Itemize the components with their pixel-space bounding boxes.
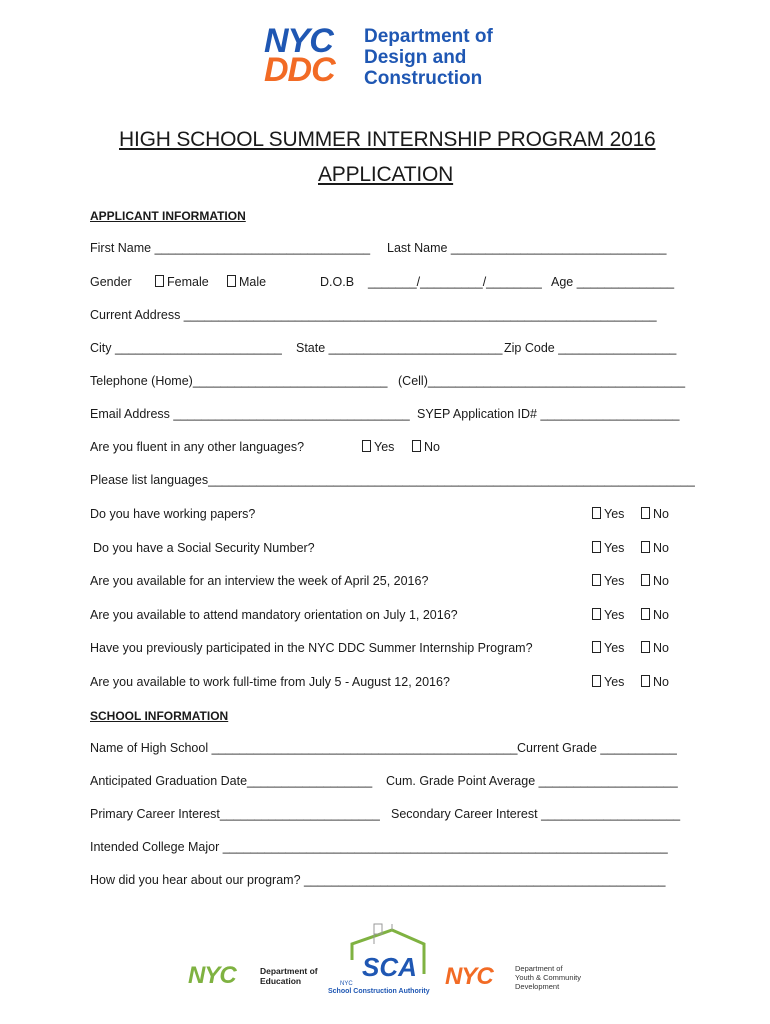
cell-phone-field[interactable]: (Cell)_____________________________________ (398, 374, 686, 388)
school-section-heading: SCHOOL INFORMATION (90, 709, 229, 723)
dept-line-3: Construction (364, 68, 483, 89)
question-yes-option[interactable] (592, 641, 624, 656)
fluent-yes-option[interactable] (362, 440, 394, 455)
no-label: No (653, 574, 669, 588)
no-label: No (424, 440, 440, 454)
email-field[interactable]: Email Address __________________________________ (90, 407, 410, 421)
checkbox-icon[interactable] (641, 608, 650, 620)
yes-label: Yes (604, 608, 625, 622)
gender-female-option[interactable] (155, 275, 209, 290)
sca-nyc-small: NYC (340, 981, 353, 987)
question-text: Are you available to work full-time from July 5 - August 12, 2016? (90, 675, 450, 689)
question-yes-option[interactable] (592, 541, 624, 556)
dycd-nyc-text: NYC (445, 963, 493, 990)
age-field[interactable]: Age ______________ (551, 275, 675, 289)
yes-label: Yes (604, 541, 625, 555)
question-yes-option[interactable] (592, 675, 624, 690)
question-no-option[interactable] (641, 574, 669, 589)
yes-label: Yes (604, 507, 625, 521)
address-field[interactable]: Current Address ____________________________________________________________________ (90, 308, 657, 322)
checkbox-icon[interactable] (641, 641, 650, 653)
doe-logo (188, 962, 328, 996)
sca-subtitle: School Construction Authority (328, 988, 430, 995)
checkbox-icon[interactable] (592, 507, 601, 519)
high-school-field[interactable]: Name of High School ____________________________________________ (90, 741, 518, 755)
city-field[interactable]: City ________________________ (90, 341, 282, 355)
checkbox-icon[interactable] (412, 440, 421, 452)
no-label: No (653, 507, 669, 521)
question-no-option[interactable] (641, 541, 669, 556)
dept-line-1: Department of (364, 26, 493, 47)
checkbox-icon[interactable] (641, 675, 650, 687)
checkbox-icon[interactable] (592, 541, 601, 553)
nyc-logo-text: NYC (264, 22, 333, 60)
doe-nyc-text: NYC (188, 962, 236, 989)
referral-source-field[interactable]: How did you hear about our program? ____________________________________________________ (90, 873, 666, 887)
gpa-field[interactable]: Cum. Grade Point Average ____________________ (386, 774, 678, 788)
first-name-field[interactable]: First Name _______________________________ (90, 241, 371, 255)
current-grade-field[interactable]: Current Grade ___________ (517, 741, 677, 755)
state-field[interactable]: State _________________________ (296, 341, 503, 355)
yes-label: Yes (604, 675, 625, 689)
nyc-ddc-logo (264, 22, 514, 89)
home-phone-field[interactable]: Telephone (Home)____________________________ (90, 374, 388, 388)
question-text: Do you have a Social Security Number? (93, 541, 315, 555)
question-no-option[interactable] (641, 641, 669, 656)
dycd-line-3: Development (515, 982, 560, 991)
checkbox-icon[interactable] (641, 574, 650, 586)
dob-field[interactable]: _______/_________/________ (368, 275, 542, 289)
secondary-career-field[interactable]: Secondary Career Interest ____________________ (391, 807, 681, 821)
checkbox-icon[interactable] (641, 541, 650, 553)
checkbox-icon[interactable] (155, 275, 164, 287)
doe-line-2: Education (260, 976, 302, 986)
gender-label: Gender (90, 275, 132, 289)
fluent-languages-question: Are you fluent in any other languages? (90, 440, 305, 454)
applicant-section-heading: APPLICANT INFORMATION (90, 209, 246, 223)
checkbox-icon[interactable] (641, 507, 650, 519)
question-text: Do you have working papers? (90, 507, 256, 521)
question-text: Have you previously participated in the NYC DDC Summer Internship Program? (90, 641, 533, 655)
question-text: Are you available for an interview the week of April 25, 2016? (90, 574, 429, 588)
college-major-field[interactable]: Intended College Major ________________________________________________________________ (90, 840, 668, 854)
ddc-logo-text: DDC (264, 51, 335, 89)
male-label: Male (239, 275, 267, 289)
question-no-option[interactable] (641, 675, 669, 690)
question-yes-option[interactable] (592, 574, 624, 589)
fluent-no-option[interactable] (412, 440, 440, 455)
checkbox-icon[interactable] (592, 641, 601, 653)
last-name-field[interactable]: Last Name _______________________________ (387, 241, 667, 255)
female-label: Female (167, 275, 209, 289)
yes-label: Yes (604, 574, 625, 588)
yes-label: Yes (604, 641, 625, 655)
checkbox-icon[interactable] (227, 275, 236, 287)
no-label: No (653, 541, 669, 555)
question-text: Are you available to attend mandatory orientation on July 1, 2016? (90, 608, 458, 622)
graduation-date-field[interactable]: Anticipated Graduation Date__________________ (90, 774, 373, 788)
no-label: No (653, 675, 669, 689)
page-subtitle: APPLICATION (318, 163, 454, 186)
sca-text: SCA (362, 952, 417, 982)
no-label: No (653, 641, 669, 655)
primary-career-field[interactable]: Primary Career Interest_______________________ (90, 807, 380, 821)
question-no-option[interactable] (641, 608, 669, 623)
syep-id-field[interactable]: SYEP Application ID# ____________________ (417, 407, 680, 421)
doe-line-1: Department of (260, 966, 318, 976)
dycd-logo (445, 963, 585, 997)
checkbox-icon[interactable] (592, 574, 601, 586)
zip-field[interactable]: Zip Code _________________ (504, 341, 677, 355)
question-yes-option[interactable] (592, 507, 624, 522)
checkbox-icon[interactable] (592, 608, 601, 620)
sca-logo (328, 922, 428, 998)
checkbox-icon[interactable] (592, 675, 601, 687)
yes-label: Yes (374, 440, 395, 454)
dycd-line-2: Youth & Community (515, 973, 582, 982)
question-no-option[interactable] (641, 507, 669, 522)
dycd-line-1: Department of (515, 964, 563, 973)
languages-field[interactable]: Please list languages______________________________________________________________________ (90, 473, 695, 487)
page-title: HIGH SCHOOL SUMMER INTERNSHIP PROGRAM 2016 (119, 128, 656, 151)
gender-male-option[interactable] (227, 275, 266, 290)
checkbox-icon[interactable] (362, 440, 371, 452)
dept-line-2: Design and (364, 47, 467, 68)
question-yes-option[interactable] (592, 608, 624, 623)
no-label: No (653, 608, 669, 622)
dob-label: D.O.B (320, 275, 355, 289)
